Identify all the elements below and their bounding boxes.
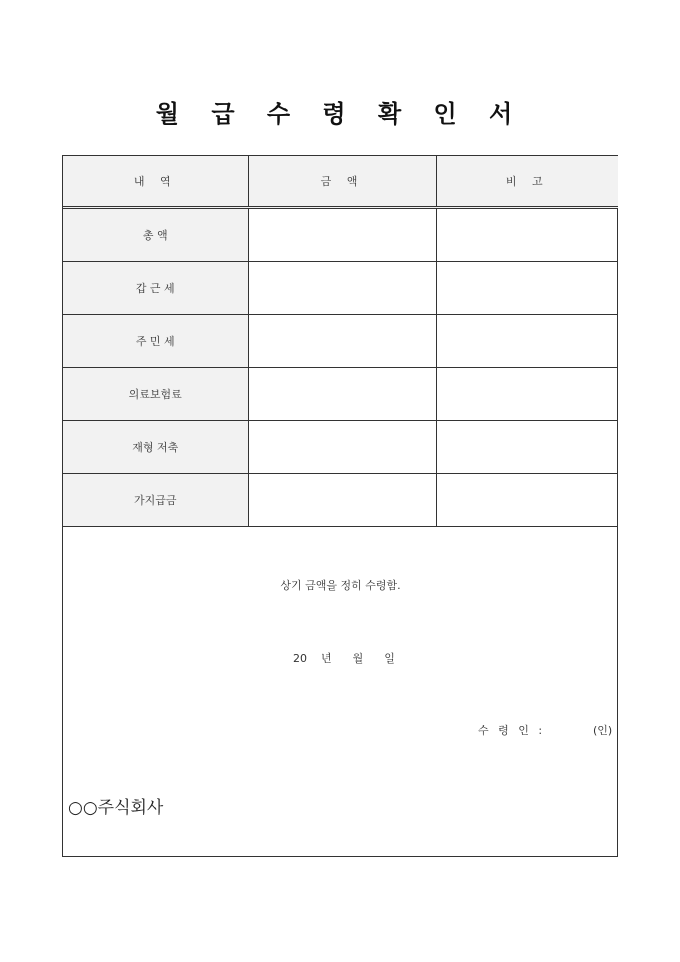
header-note: 비 고 [436, 156, 618, 208]
amount-cell[interactable] [248, 208, 436, 262]
amount-cell[interactable] [248, 262, 436, 315]
amount-cell[interactable] [248, 315, 436, 368]
row-label: 갑 근 세 [63, 262, 248, 315]
amount-cell[interactable] [248, 368, 436, 421]
salary-table [63, 156, 618, 527]
table-row [63, 421, 618, 474]
table-row [63, 208, 618, 262]
receipt-form [62, 155, 618, 857]
table-row [63, 315, 618, 368]
date-line: 20 년 월 일 [293, 652, 395, 665]
amount-cell[interactable] [248, 474, 436, 527]
row-label: 주 민 세 [63, 315, 248, 368]
row-label: 총 액 [63, 208, 248, 262]
row-label: 의료보험료 [63, 368, 248, 421]
recipient-label: 수 령 인 : [478, 724, 546, 737]
confirmation-text: 상기 금액을 정히 수령함. [280, 579, 401, 592]
seal-mark: (인) [593, 724, 613, 737]
note-cell[interactable] [436, 474, 618, 527]
note-cell[interactable] [436, 315, 618, 368]
document-title: 월 급 수 령 확 인 서 [155, 100, 525, 128]
row-label: 가지급금 [63, 474, 248, 527]
note-cell[interactable] [436, 368, 618, 421]
amount-cell[interactable] [248, 421, 436, 474]
table-row [63, 474, 618, 527]
header-amount: 금 액 [248, 156, 436, 208]
table-row [63, 368, 618, 421]
company-name: ○○주식회사 [68, 798, 164, 818]
table-header-row [63, 156, 618, 208]
table-row [63, 262, 618, 315]
header-item: 내 역 [63, 156, 248, 208]
note-cell[interactable] [436, 421, 618, 474]
row-label: 재형 저축 [63, 421, 248, 474]
note-cell[interactable] [436, 208, 618, 262]
note-cell[interactable] [436, 262, 618, 315]
